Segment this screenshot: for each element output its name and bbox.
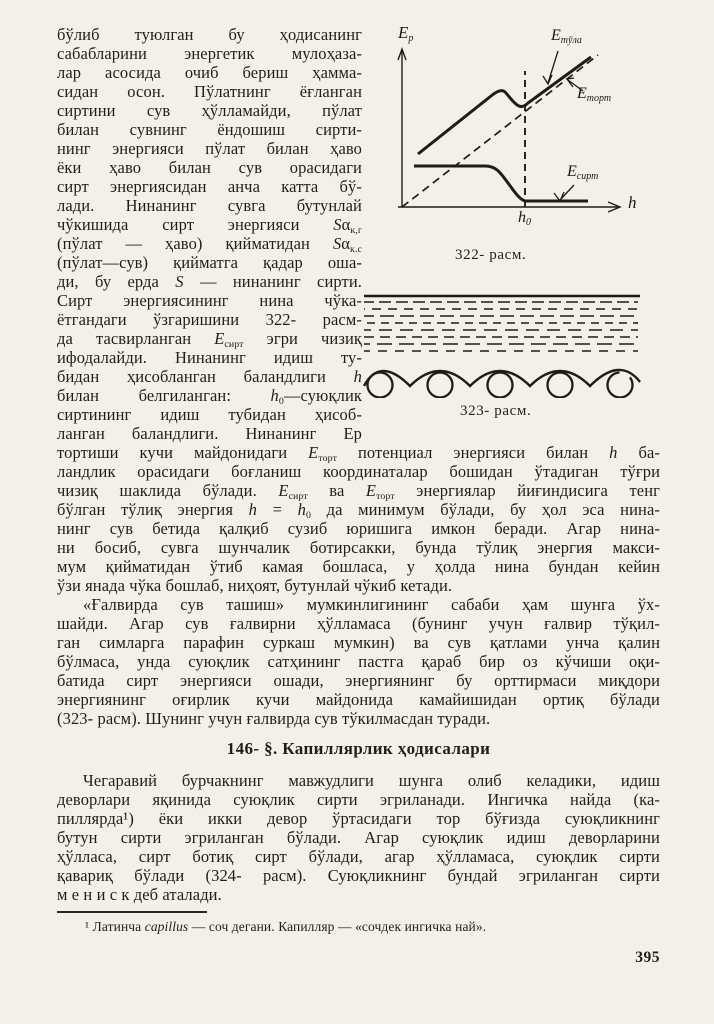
text-line: да тасвирланган $E_{сирт}$ эгри чизиқ bbox=[57, 329, 362, 350]
text-line: мум қийматидан ўтиб камая бошласа, у ҳолда нина бундан кейин bbox=[57, 557, 660, 576]
text-line: нинг энергияси пўлат билан ҳаво bbox=[57, 139, 362, 158]
page-number: 395 bbox=[635, 949, 660, 966]
figure-323-caption: 323- расм. bbox=[460, 403, 532, 419]
text-line: бўлмаса, унда суюқлик сатҳининг пастга қараб бир оз кўчиши оқи- bbox=[57, 652, 660, 671]
text-line: «Ғалвирда сув ташиш» мумкинлигининг сабаби ҳам шунга ўх- bbox=[83, 595, 660, 614]
water-hatching bbox=[364, 302, 638, 351]
text-line: билан сувнинг ёндошиш сирти- bbox=[57, 120, 362, 139]
surface-energy-pointer-arrow-icon bbox=[554, 185, 574, 201]
paragraph-1 bbox=[57, 443, 660, 595]
text-line: қавариқ бўлади (324- расм). Суюқликнинг бундай эгриланган сирти bbox=[57, 866, 660, 885]
text-line: сиртини сув ҳўлламайди, пўлат bbox=[57, 101, 362, 120]
text-line: бутун сирти эгриланган бўлади. Агар суюқлик идиш деворларини bbox=[57, 828, 660, 847]
text-line: сабабларини энергетик мулоҳаза- bbox=[57, 44, 362, 63]
fig322-y-axis-label: $E_p$ bbox=[398, 23, 414, 44]
text-line: (323- расм). Шунинг учун ғалвирда сув тўкилмасдан туради. bbox=[57, 709, 491, 728]
text-line: лар асосида очиб бериш ҳамма- bbox=[57, 63, 362, 82]
text-line: ўзи янада чўка бошлаб, ниҳоят, бутунлай чўкиб кетади. bbox=[57, 576, 453, 595]
fig322-h0-label: $h_0$ bbox=[518, 209, 531, 228]
text-line: ифодалайди. Нинанинг идиш ту- bbox=[57, 348, 362, 367]
footnote-rule bbox=[57, 911, 207, 913]
fig322-surface-energy-label: $E_{сирт}$ bbox=[567, 163, 599, 182]
text-line: энергиянинг оғирлик кучи майдонида камайишидан ортиқ бўлади bbox=[57, 690, 660, 709]
paragraph-3 bbox=[57, 771, 660, 904]
text-line: тортиши кучи майдонидаги $E_{торт}$ потенциал энергияси билан h ба- bbox=[57, 443, 660, 464]
text-line: сиртининг идиш тубидан ҳисоб- bbox=[57, 405, 362, 424]
text-line: бидан ҳисобланган баландлиги h bbox=[57, 367, 362, 386]
text-line: ди, бу ерда S — нинанинг сирти. bbox=[57, 272, 362, 291]
two-column-section bbox=[57, 25, 660, 443]
text-line: пиллярда¹) ёки икки девор ўртасидаги тор бўғизда суюқликнинг bbox=[57, 809, 660, 828]
text-line: ланган баландлиги. Нинанинг Ер bbox=[57, 424, 362, 443]
text-line: (пўлат — ҳаво) қийматидан $S\alpha_{к.с}$ bbox=[57, 234, 362, 255]
figure-column bbox=[362, 25, 673, 443]
paragraph-2 bbox=[57, 595, 660, 728]
text-line: ҳўлласа, сирт ботиқ сирт бўлади, агар ҳўлламаса, суюқлик сирти bbox=[57, 847, 660, 866]
text-line: ландлик орасидаги боғланиш координаталар бошидан ўтадиган тўғри bbox=[57, 462, 660, 481]
fig322-gravity-energy-label: $E_{торт}$ bbox=[577, 85, 612, 104]
text-line: ётгандаги ўзгаришини 322- расм- bbox=[57, 310, 362, 329]
text-line: Чегаравий бурчакнинг мавжудлиги шунга олиб келадики, идиш bbox=[83, 771, 660, 790]
text-line: лади. Нинанинг сувга бутунлай bbox=[57, 196, 362, 215]
fig322-x-axis-label: h bbox=[628, 193, 637, 212]
sieve-wires bbox=[368, 373, 633, 398]
figure-322-energy-graph bbox=[388, 25, 673, 237]
text-line: нинг сув бетида қалқиб сузиб юришига имкон беради. Агар нина- bbox=[57, 519, 660, 538]
text-line: сидан осон. Пўлатнинг ёғланган bbox=[57, 82, 362, 101]
text-line: чўкишида сирт энергияси $S\alpha_{к,г}$ bbox=[57, 215, 362, 236]
left-column-text bbox=[57, 25, 362, 443]
figure-323-sieve-water bbox=[362, 290, 642, 398]
text-line: ни босиб, сувга шунчалик ботирсакки, бунда тўлиқ энергия макси- bbox=[57, 538, 660, 557]
text-line: деворлари яқинида суюқлик сирти эгриланади. Ингичка найда (ка- bbox=[57, 790, 660, 809]
text-line: Сирт энергиясининг нина чўка- bbox=[57, 291, 362, 310]
text-line: батида сирт энергияси ошади, энергиянинг бу орттирмаси миқдори bbox=[57, 671, 660, 690]
text-line: чизиқ шаклида бўлади. $E_{сирт}$ ва $E_{торт}$ энергиялар йиғиндисига тенг bbox=[57, 481, 660, 502]
curve-total-energy bbox=[418, 57, 591, 154]
footnote: ¹ Латинча capillus — соч дегани. Капилляр — «сочдек ингичка най». bbox=[85, 919, 487, 934]
text-line: сирт энергиясидан анча катта бў- bbox=[57, 177, 362, 196]
text-line: бўлган тўлиқ энергия $h = h_0$ да минимум бўлади, бу ҳол эса нина- bbox=[57, 500, 660, 521]
text-line: м е н и с к деб аталади. bbox=[57, 885, 222, 904]
text-line: ёки ҳаво билан сув орасидаги bbox=[57, 158, 362, 177]
figure-322-caption: 322- расм. bbox=[455, 247, 527, 263]
text-line: шайди. Агар сув ғалвирни ҳўлламаса (бунинг учун ғалвир тўқил- bbox=[57, 614, 660, 633]
fig322-total-energy-label: $E_{тўла}$ bbox=[551, 27, 582, 46]
text-line: (пўлат—сув) қийматга қадар оша- bbox=[57, 253, 362, 272]
section-heading: 146- §. Капиллярлик ҳодисалари bbox=[226, 739, 491, 758]
total-energy-pointer-arrow-icon bbox=[543, 51, 558, 84]
text-line: бўлиб туюлган бу ҳодисанинг bbox=[57, 25, 362, 44]
fig323-drawing bbox=[362, 290, 642, 398]
text-line: ган симларга парафин суркаш мумкин) ва сув қатлами унча қалин bbox=[57, 633, 660, 652]
curve-gravity-energy bbox=[402, 55, 598, 207]
text-line: билан белгиланган: $h_0—суюқлик$ bbox=[57, 386, 362, 407]
